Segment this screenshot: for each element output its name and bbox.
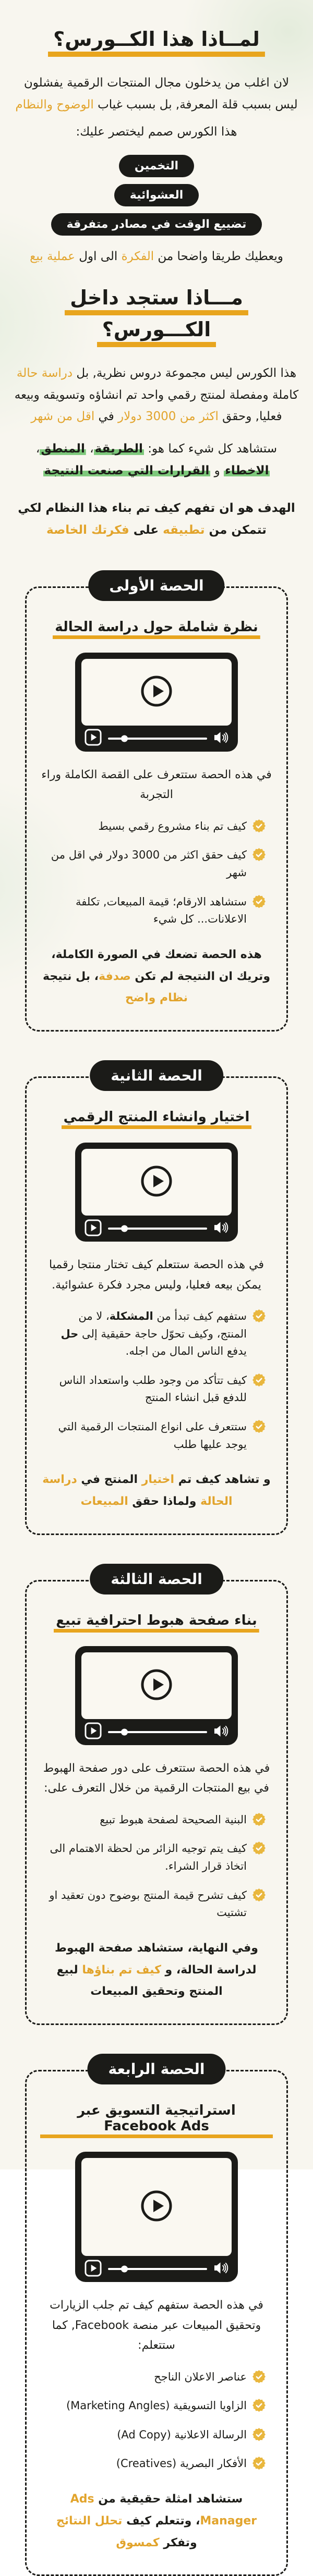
bullet-item: [47, 1887, 266, 1922]
progress-knob[interactable]: [121, 735, 128, 742]
bullet-item: [47, 1840, 266, 1875]
session-intro: في هذه الحصة ستتعلم كيف تختار منتجا رقميا يمكن بيعه فعليا، وليس مجرد فكرة عشوائية.: [49, 1258, 264, 1292]
check-badge-icon: [252, 895, 266, 910]
session-intro: في هذه الحصة ستتعرف على القصة الكاملة وراء التجربة: [41, 768, 272, 802]
bullet-item: [47, 2455, 266, 2473]
bullet-text: كيف تم بناء مشروع رقمي بسيط: [98, 819, 247, 832]
session-pill: الحصة الرابعة: [87, 2054, 225, 2084]
pain-chip-list: [14, 155, 299, 236]
bullet-text: ستفهم كيف تبدأ من المشكلة، لا من المنتج، وكيف تحوّل حاجة حقيقية إلى حل يدفع الناس المال من اجله.: [61, 1310, 247, 1358]
video-screen: [81, 1149, 232, 1216]
session-title: اختيار وانشاء المنتج الرقمي: [40, 1109, 273, 1129]
volume-icon[interactable]: [213, 1724, 228, 1740]
video-player[interactable]: [75, 653, 238, 752]
session-closing: وفي النهاية، ستشاهد صفحة الهبوط لدراسة الحالة، و كيف تم بناؤها لبيع المنتج وتحقيق المبيعات: [55, 1941, 258, 1998]
page-title: [14, 25, 299, 57]
check-badge-icon: [252, 1373, 266, 1389]
volume-icon[interactable]: [213, 2261, 228, 2277]
progress-bar[interactable]: [108, 1731, 207, 1733]
intro-paragraph-3: ويعطيك طريقا واضحا من الفكرة الى اول عملية بيع: [30, 249, 283, 263]
about-paragraph-2: ستشاهد كل شيء كما هو: الطريقة، المنطق، الاخطاء و القرارات التي صنعت النتيجة: [35, 442, 278, 478]
play-icon[interactable]: [140, 2190, 173, 2224]
check-badge-icon: [252, 1842, 266, 1857]
session-closing: و تشاهد كيف تم اختيار المنتج في دراسة الحالة ولماذا حقق المبيعات: [42, 1473, 271, 1508]
video-controls: [81, 726, 232, 752]
check-badge-icon: [252, 1888, 266, 1904]
pain-chip-wasted-time: تضييع الوقت في مصادر متفرقة: [51, 213, 262, 236]
session-pill: الحصة الأولى: [88, 570, 224, 601]
bullet-item: [47, 847, 266, 881]
session-bullets: [40, 1811, 273, 1922]
session-bullets: [40, 2369, 273, 2473]
check-badge-icon: [252, 1813, 266, 1828]
play-icon[interactable]: [140, 675, 173, 709]
session-bullets: [40, 818, 273, 928]
what-inside-title-line-1: مـــاذا ستجد داخل: [65, 284, 248, 315]
bullet-item: [47, 1308, 266, 1360]
check-badge-icon: [252, 2399, 266, 2414]
session-pill: الحصة الثانية: [90, 1060, 223, 1091]
video-player[interactable]: [75, 1646, 238, 1745]
check-badge-icon: [252, 1309, 266, 1324]
mini-play-icon[interactable]: [85, 2260, 102, 2279]
check-badge-icon: [252, 1420, 266, 1435]
video-controls: [81, 2256, 232, 2282]
pain-chip-randomness: العشوائية: [114, 184, 199, 206]
progress-bar[interactable]: [108, 1228, 207, 1230]
bullet-item: [47, 2369, 266, 2386]
bullet-text: كيف حقق اكثر من 3000 دولار في اقل من شهر: [51, 849, 247, 879]
video-controls: [81, 1216, 232, 1242]
session-closing: هذه الحصة تضعك في الصورة الكاملة، وتريك ان النتيجة لم تكن صدفة، بل نتيجة نظام واضح: [42, 948, 270, 1005]
bullet-text: الزاويا التسويقية (Marketing Angles): [66, 2399, 247, 2412]
bullet-text: الأفكار البصرية (Creatives): [116, 2457, 247, 2470]
video-screen: [81, 2158, 232, 2256]
session-box-4: [25, 2060, 288, 2576]
session-intro: في هذه الحصة ستفهم كيف تم جلب الزيارات وتحقيق المبيعات عبر منصة Facebook, كما ستتعلم:: [50, 2299, 263, 2352]
what-inside-title: [14, 284, 299, 347]
video-player[interactable]: [75, 2152, 238, 2282]
bullet-text: الرسالة الاعلانية (Ad Copy): [117, 2428, 247, 2441]
mini-play-icon[interactable]: [85, 1219, 102, 1238]
mini-play-icon[interactable]: [85, 729, 102, 748]
bullet-item: [47, 1811, 266, 1829]
about-paragraph-1: هذا الكورس ليس مجموعة دروس نظرية, بل دراسة حالة كاملة ومفصلة لمنتج رقمي واحد تم انشاؤه وتسويقه وبيعه فعليا, وحقق اكثر من 3000 دولار في اقل من شهر: [14, 366, 299, 424]
check-badge-icon: [252, 819, 266, 835]
session-title: نظرة شاملة حول دراسة الحالة: [40, 619, 273, 639]
video-screen: [81, 659, 232, 726]
about-paragraph-3: الهدف هو ان تفهم كيف تم بناء هذا النظام لكي تتمكن من تطبيقه على فكرتك الخاصة: [18, 501, 295, 537]
progress-bar[interactable]: [108, 2268, 207, 2270]
video-controls: [81, 1719, 232, 1745]
volume-icon[interactable]: [213, 1221, 228, 1236]
bullet-text: البنية الصحيحة لصفحة هبوط تبيع: [100, 1813, 247, 1826]
bullet-item: [47, 1372, 266, 1407]
intro-paragraph-1: لان اغلب من يدخلون مجال المنتجات الرقمية يفشلون ليس بسبب قلة المعرفة, بل بسبب غياب الوضوح والنظام: [15, 76, 298, 112]
bullet-item: [47, 1418, 266, 1453]
video-player[interactable]: [75, 1143, 238, 1242]
session-title: استراتيجية التسويق عبر Facebook Ads: [40, 2103, 273, 2138]
session-title: بناء صفحة هبوط احترافية تبيع: [40, 1613, 273, 1633]
intro-paragraph-2: هذا الكورس صمم ليختصر عليك:: [76, 125, 237, 139]
session-box-2: [25, 1067, 288, 1535]
session-pill: الحصة الثالثة: [90, 1564, 223, 1594]
bullet-item: [47, 2426, 266, 2444]
check-badge-icon: [252, 848, 266, 863]
bullet-text: عناصر الاعلان الناجح: [154, 2370, 247, 2383]
bullet-item: [47, 893, 266, 928]
mini-play-icon[interactable]: [85, 1722, 102, 1741]
progress-knob[interactable]: [121, 1225, 128, 1232]
pain-chip-guessing: التخمين: [119, 155, 194, 177]
check-badge-icon: [252, 2428, 266, 2443]
play-icon[interactable]: [140, 1669, 173, 1703]
bullet-text: كيف يتم توجيه الزائر من لحظة الاهتمام الى اتخاذ قرار الشراء.: [50, 1842, 247, 1873]
bullet-text: ستتعرف على انواع المنتجات الرقمية التي يوجد عليها طلب: [58, 1420, 247, 1451]
check-badge-icon: [252, 2370, 266, 2385]
progress-knob[interactable]: [121, 2266, 128, 2273]
check-badge-icon: [252, 2457, 266, 2472]
progress-knob[interactable]: [121, 1728, 128, 1735]
play-icon[interactable]: [140, 1165, 173, 1199]
session-bullets: [40, 1308, 273, 1453]
video-screen: [81, 1652, 232, 1719]
bullet-text: كيف تشرح قيمة المنتج بوضوح دون تعقيد او تشتيت: [49, 1888, 247, 1919]
volume-icon[interactable]: [213, 731, 228, 746]
session-intro: في هذه الحصة ستتعرف على دور صفحة الهبوط في بيع المنتجات الرقمية من خلال التعرف على:: [43, 1761, 270, 1795]
session-box-3: [25, 1570, 288, 2025]
session-box-1: [25, 576, 288, 1032]
bullet-item: [47, 2397, 266, 2415]
bullet-text: ستشاهد الارقام؛ قيمة المبيعات, تكلفة الاعلانات... كل شيء: [75, 895, 247, 926]
session-closing: ستشاهد امثلة حقيقية من Ads Manager، وتتعلم كيف تحلل النتائج وتفكر كمسوق: [56, 2493, 257, 2549]
page-title-text: لمــاذا هذا الكــورس؟: [48, 25, 265, 57]
progress-bar[interactable]: [108, 738, 207, 740]
what-inside-title-line-2: الكـــورس؟: [97, 315, 216, 347]
bullet-text: كيف تتأكد من وجود طلب واستعداد الناس للدفع قبل انشاء المنتج: [59, 1373, 247, 1404]
bullet-item: [47, 818, 266, 836]
